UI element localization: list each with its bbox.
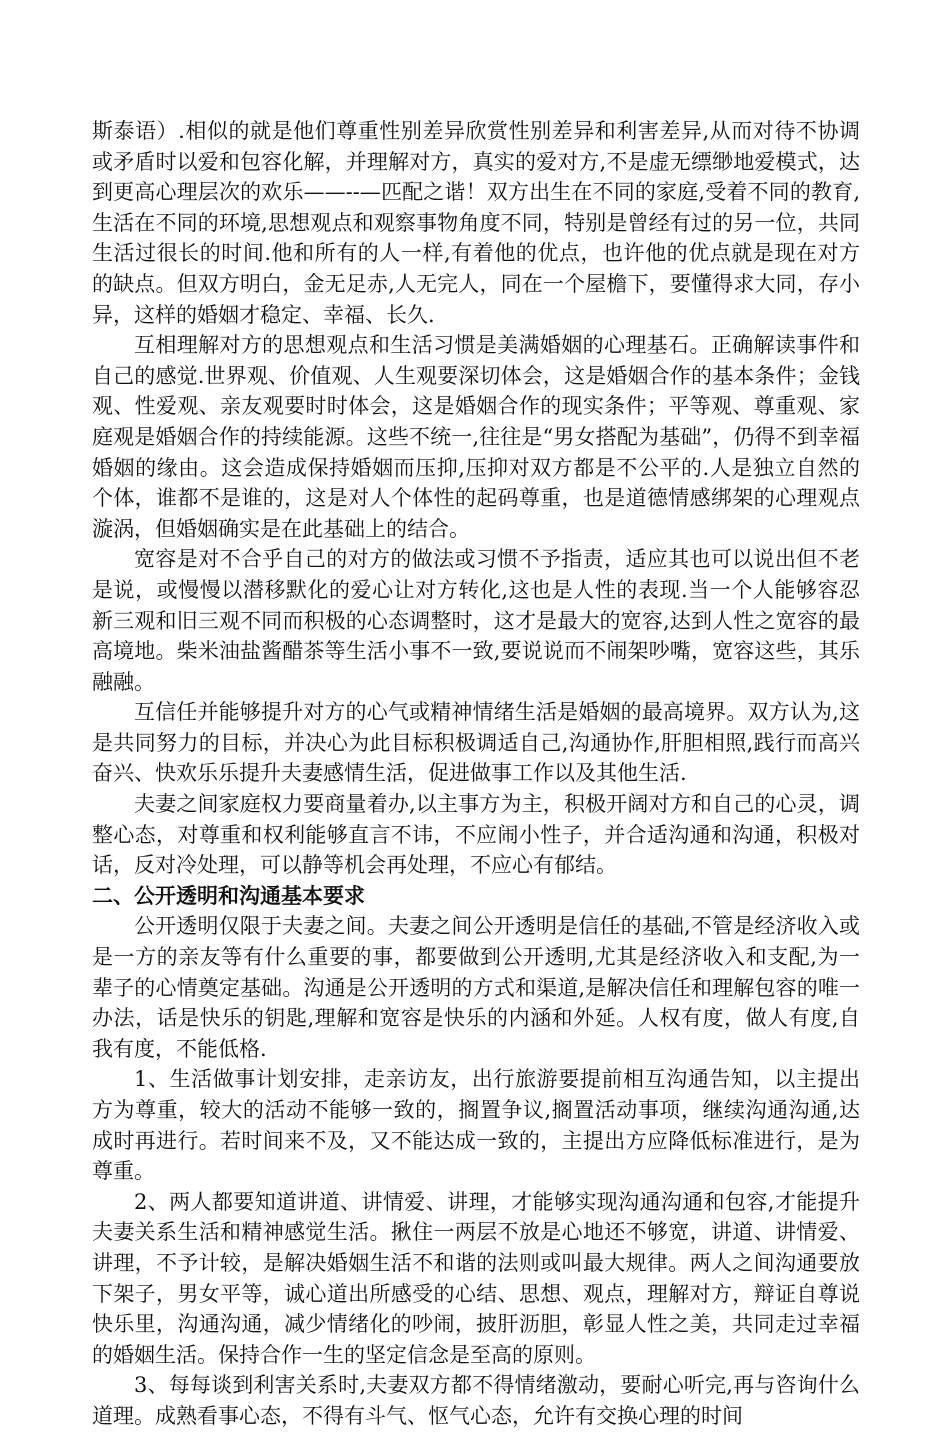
numbered-paragraph: 3、每每谈到利害关系时,夫妻双方都不得情绪激动，要耐心听完,再与咨询什么道理。成熟看事心态，不得有斗气、怄气心态，允许有交换心理的时间 bbox=[92, 1373, 860, 1428]
numbered-paragraph: 2、两人都要知道讲道、讲情爱、讲理，才能够实现沟通沟通和包容,才能提升夫妻关系生活和精神感觉生活。揪住一两层不放是心地还不够宽，讲道、讲情爱、讲理，不予计较，是解决婚姻生活不和谐的法则或叫最大规律。两人之间沟通要放下架子，男女平等，诚心道出所感受的心结、思想、观点，理解对方，辩证自尊说快乐里，沟通沟通，减少情绪化的吵闹，披肝沥胆，彰显人性之美，共同走过幸福的婚姻生活。保持合作一生的坚定信念是至高的原则。 bbox=[92, 1189, 860, 1367]
numbered-paragraph: 1、生活做事计划安排，走亲访友，出行旅游要提前相互沟通告知，以主提出方为尊重，较大的活动不能够一致的，搁置争议,搁置活动事项，继续沟通沟通,达成时再进行。若时间来不及，又不能达成一致的，主提出方应降低标准进行，是为尊重。 bbox=[92, 1067, 860, 1184]
paragraph: 公开透明仅限于夫妻之间。夫妻之间公开透明是信任的基础,不管是经济收入或是一方的亲友等有什么重要的事，都要做到公开透明,尤其是经济收入和支配,为一辈子的心情奠定基础。沟通是公开透明的方式和渠道,是解决信任和理解包容的唯一办法，话是快乐的钥匙,理解和宽容是快乐的内涵和外延。人权有度，做人有度,自我有度，不能低格. bbox=[92, 914, 860, 1061]
document-page bbox=[92, 116, 860, 1432]
paragraph: 互相理解对方的思想观点和生活习惯是美满婚姻的心理基石。正确解读事件和自己的感觉.世界观、价值观、人生观要深切体会，这是婚姻合作的基本条件；金钱观、性爱观、亲友观要时时体会，这是婚姻合作的现实条件；平等观、尊重观、家庭观是婚姻合作的持续能源。这些不统一,往往是“男女搭配为基础”，仍得不到幸福婚姻的缘由。这会造成保持婚姻而压抑,压抑对双方都是不公平的.人是独立自然的个体，谁都不是谁的，这是对人个体性的起码尊重，也是道德情感绑架的心理观点漩涡，但婚姻确实是在此基础上的结合。 bbox=[92, 333, 860, 541]
paragraph: 互信任并能够提升对方的心气或精神情绪生活是婚姻的最高境界。双方认为,这是共同努力的目标，并决心为此目标积极调适自己,沟通协作,肝胆相照,践行而高兴奋兴、快欢乐乐提升夫妻感情生活，促进做事工作以及其他生活. bbox=[92, 700, 860, 786]
paragraph: 斯泰语）.相似的就是他们尊重性别差异欣赏性别差异和利害差异,从而对待不协调或矛盾时以爱和包容化解，并理解对方，真实的爱对方,不是虚无缥缈地爱模式，达到更高心理层次的欢乐——--—匹配之谐！双方出生在不同的家庭,受着不同的教育,生活在不同的环境,思想观点和观察事物角度不同，特别是曾经有过的另一位，共同生活过很长的时间.他和所有的人一样,有着他的优点，也许他的优点就是现在对方的缺点。但双方明白，金无足赤,人无完人，同在一个屋檐下，要懂得求大同，存小异，这样的婚姻才稳定、幸福、长久. bbox=[92, 119, 860, 327]
section-heading: 二、公开透明和沟通基本要求 bbox=[92, 883, 365, 908]
paragraph: 夫妻之间家庭权力要商量着办,以主事方为主，积极开阔对方和自己的心灵，调整心态，对尊重和权利能够直言不讳，不应闹小性子，并合适沟通和沟通，积极对话，反对冷处理，可以静等机会再处理，不应心有郁结。 bbox=[92, 792, 860, 878]
paragraph: 宽容是对不合乎自己的对方的做法或习惯不予指责，适应其也可以说出但不老是说，或慢慢以潜移默化的爱心让对方转化,这也是人性的表现.当一个人能够容忍新三观和旧三观不同而积极的心态调整时，这才是最大的宽容,达到人性之宽容的最高境地。柴米油盐酱醋茶等生活小事不一致,要说说而不闹架吵嘴，宽容这些，其乐融融。 bbox=[92, 547, 860, 694]
